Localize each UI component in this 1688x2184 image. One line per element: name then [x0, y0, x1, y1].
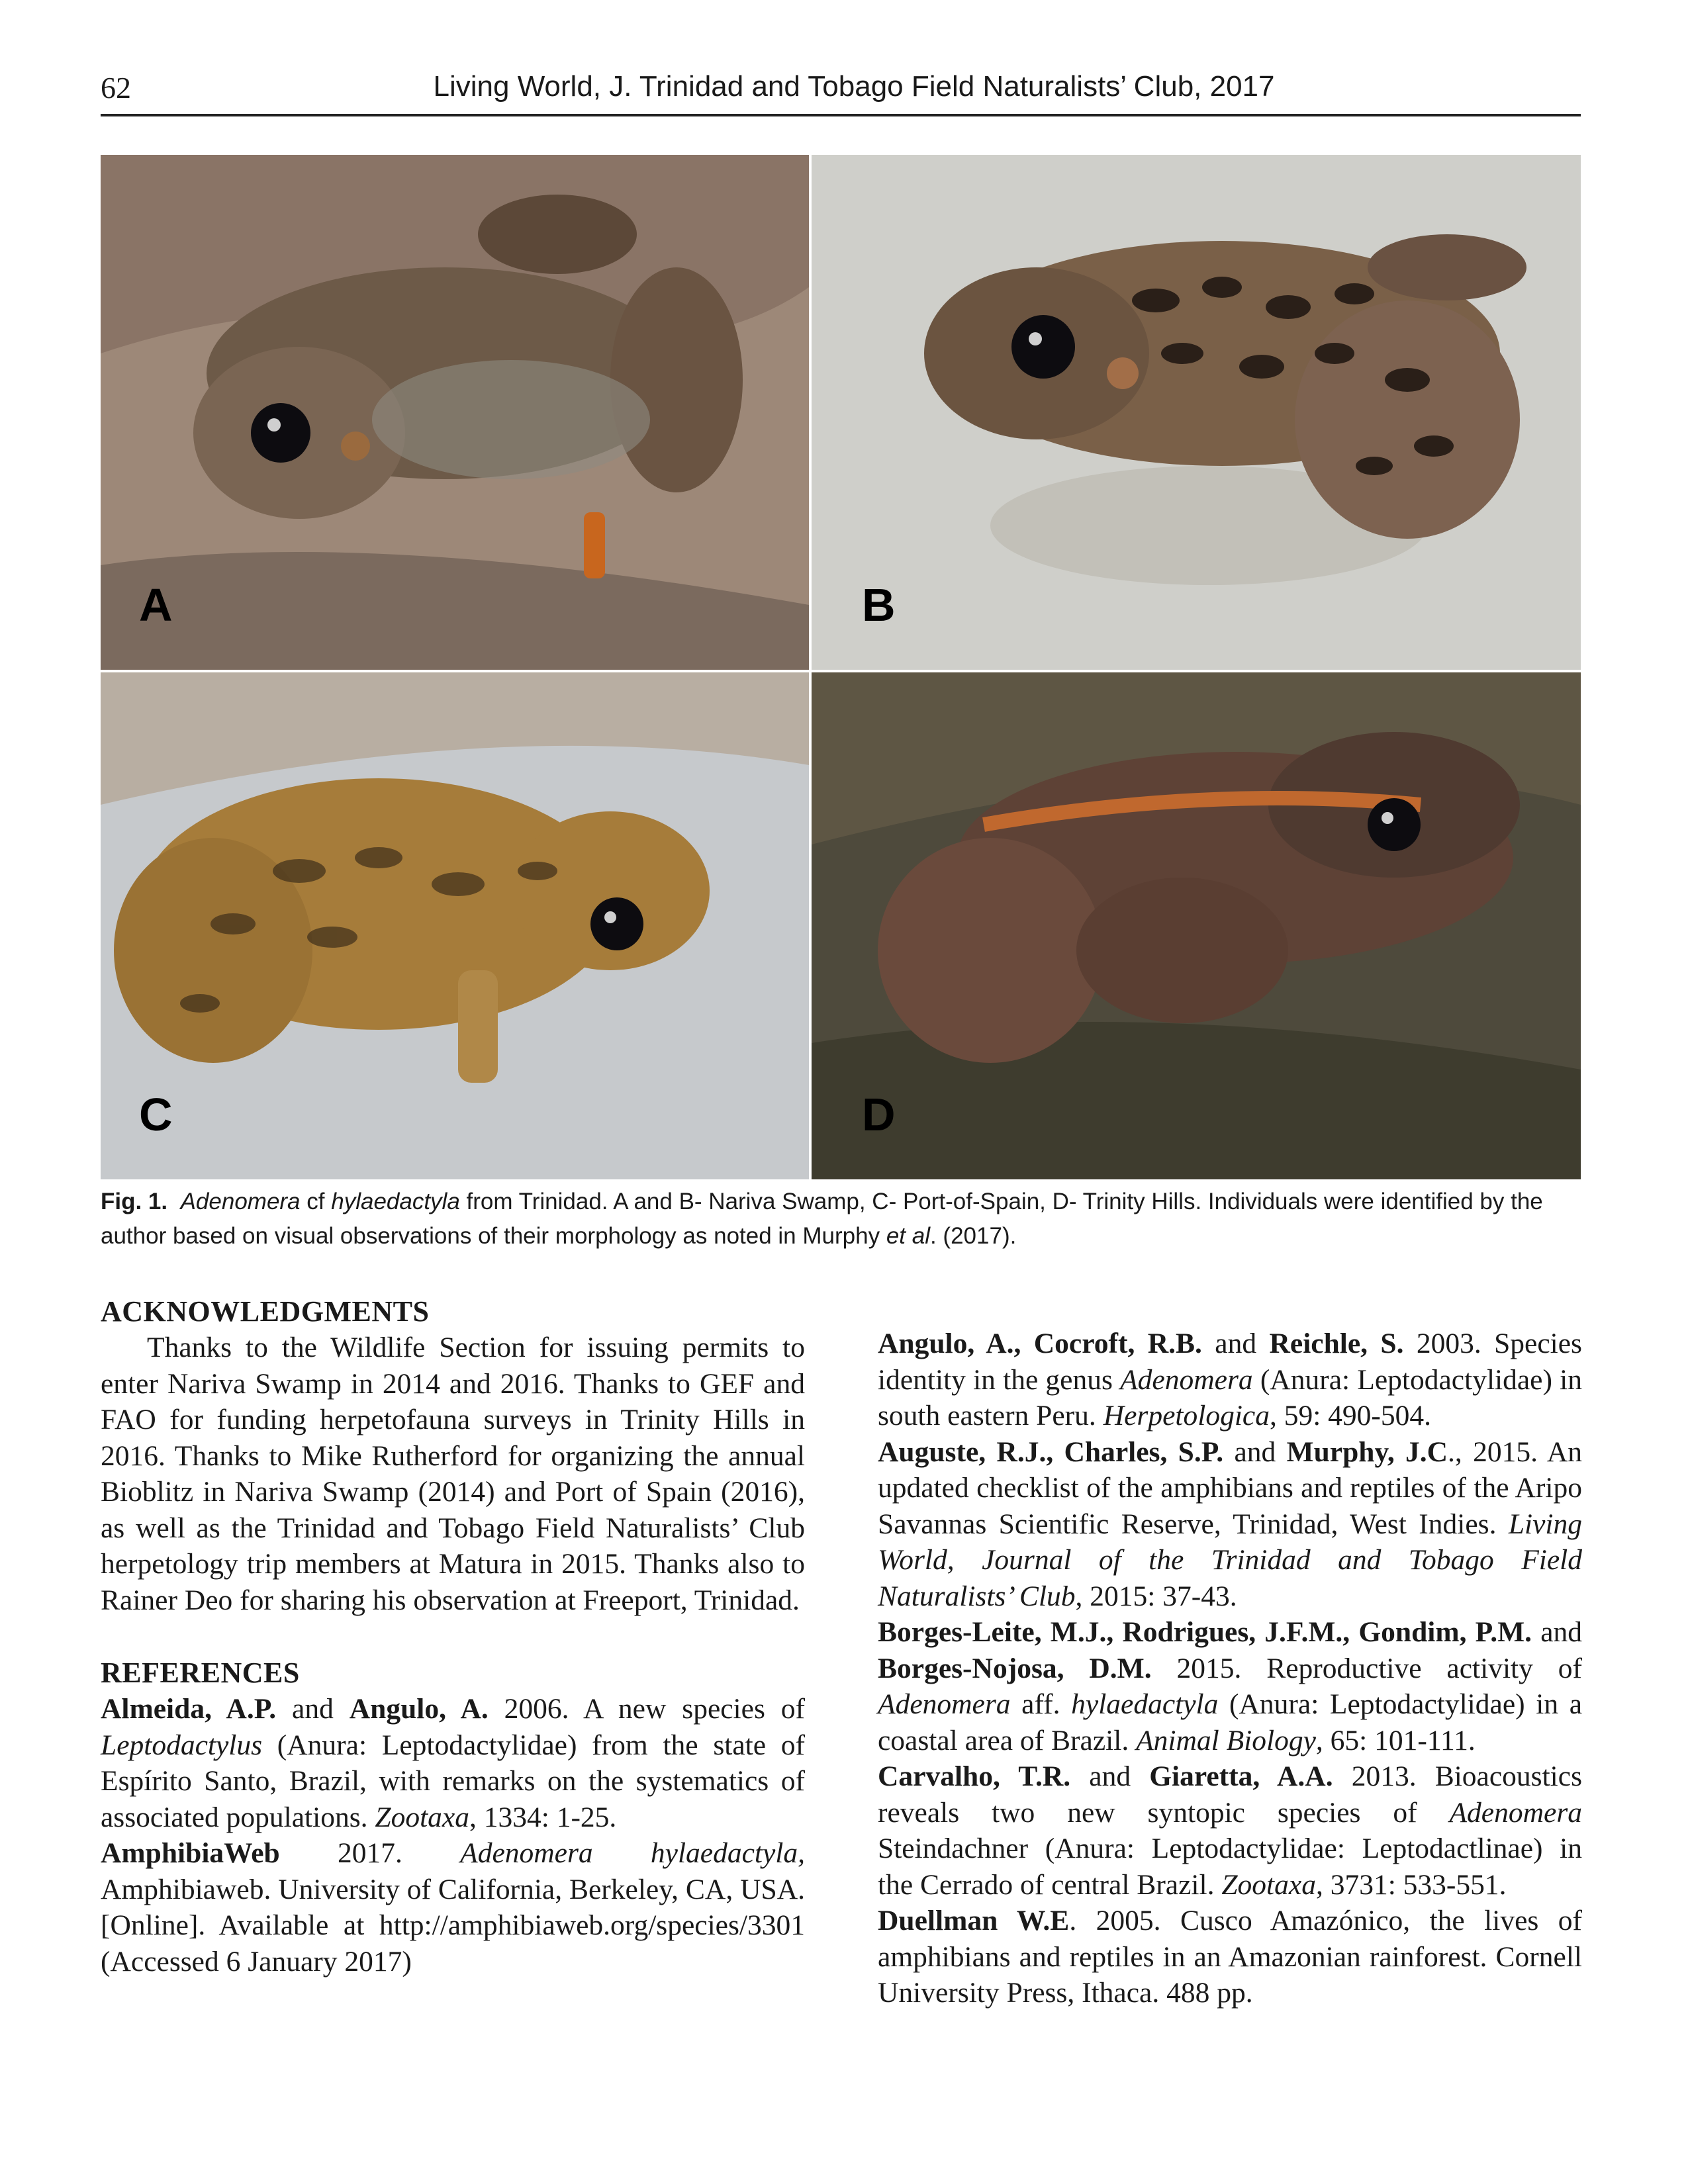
reference-item: Duellman W.E. 2005. Cusco Amazónico, the lives of amphibians and reptiles in an Amazonian rainforest. Cornell University Press, Ithaca. 488 pp.	[878, 1905, 1582, 2009]
figure-panel-a	[101, 155, 809, 670]
caption-et-al: et al	[886, 1223, 930, 1249]
figure-panel-c	[101, 672, 809, 1179]
figure-1	[101, 155, 1581, 1179]
reference-item: Carvalho, T.R. and Giaretta, A.A. 2013. Bioacoustics reveals two new syntopic species of Adenomera Steindachner (Anura: Leptodactylidae: Leptodactlinae) in the Cerrado of central Brazil. Zootaxa, 3731: 533-551.	[878, 1760, 1582, 1901]
frog-photo-a	[101, 155, 809, 670]
caption-cf: cf	[306, 1189, 325, 1214]
figure-panel-b	[812, 155, 1581, 670]
figure-label: Fig. 1.	[101, 1189, 168, 1214]
panel-label-a: A	[139, 579, 173, 631]
figure-caption	[101, 1185, 1581, 1253]
reference-item: Borges-Leite, M.J., Rodrigues, J.F.M., Gondim, P.M. and Borges-Nojosa, D.M. 2015. Reproductive activity of Adenomera aff. hylaedactyla (Anura: Leptodactylidae) in a coastal area of Brazil. Animal Biology, 65: 101-111.	[878, 1616, 1583, 1756]
right-column	[878, 1326, 1582, 2011]
reference-item: Auguste, R.J., Charles, S.P. and Murphy, J.C., 2015. An updated checklist of the amphibians and reptiles of the Aripo Savannas Scientific Reserve, Trinidad, West Indies. Living World, Journal of the Trinidad and Tobago Field Naturalists’ Club, 2015: 37-43.	[878, 1435, 1582, 1612]
acknowledgments-text: Thanks to the Wildlife Section for issuing permits to enter Nariva Swamp in 2014 and 2016. Thanks to GEF and FAO for funding herpetofauna surveys in Trinity Hills in 2016. Thanks to Mike Rutherford for organizing the annual Bioblitz in Nariva Swamp (2014) and Port of Spain (2016), as well as the Trinidad and Tobago Field Naturalists’ Club herpetology trip members at Matura in 2015. Thanks also to Rainer Deo for sharing his observation at Freeport, Trinidad.	[101, 1332, 805, 1616]
panel-label-c: C	[139, 1089, 173, 1140]
frog-photo-d	[812, 672, 1581, 1179]
page-header	[101, 65, 1581, 116]
reference-item: Angulo, A., Cocroft, R.B. and Reichle, S. 2003. Species identity in the genus Adenomera (Anura: Leptodactylidae) in south eastern Peru. Herpetologica, 59: 490-504.	[878, 1328, 1582, 1432]
frog-photo-b	[812, 155, 1581, 670]
page-number: 62	[101, 71, 131, 105]
panel-label-d: D	[862, 1089, 896, 1140]
references-heading: REFERENCES	[101, 1657, 300, 1689]
figure-panel-d	[812, 672, 1581, 1179]
reference-item: AmphibiaWeb 2017. Adenomera hylaedactyla, Amphibiaweb. University of California, Berkeley, CA, USA. [Online]. Available at http://amphibiaweb.org/species/3301 (Accessed 6 January 2017)	[101, 1837, 806, 1978]
reference-item: Almeida, A.P. and Angulo, A. 2006. A new species of Leptodactylus (Anura: Leptodactylidae) from the state of Espírito Santo, Brazil, with remarks on the systematics of associated populations. Zootaxa, 1334: 1-25.	[101, 1693, 805, 1833]
caption-text-2: . (2017).	[929, 1223, 1017, 1249]
acknowledgments-heading: ACKNOWLEDGMENTS	[101, 1295, 430, 1328]
caption-species: hylaedactyla	[331, 1189, 460, 1214]
running-head: Living World, J. Trinidad and Tobago Field Naturalists’ Club, 2017	[433, 70, 1275, 103]
frog-photo-c	[101, 672, 809, 1179]
caption-genus: Adenomera	[180, 1189, 301, 1214]
caption-text-1: from Trinidad. A and B- Nariva Swamp, C- Port-of-Spain, D- Trinity Hills. Individuals were identified by the author based on visual observations of their morphology as noted in Murphy	[101, 1189, 1543, 1249]
left-column	[101, 1294, 805, 1979]
panel-label-b: B	[862, 579, 896, 631]
